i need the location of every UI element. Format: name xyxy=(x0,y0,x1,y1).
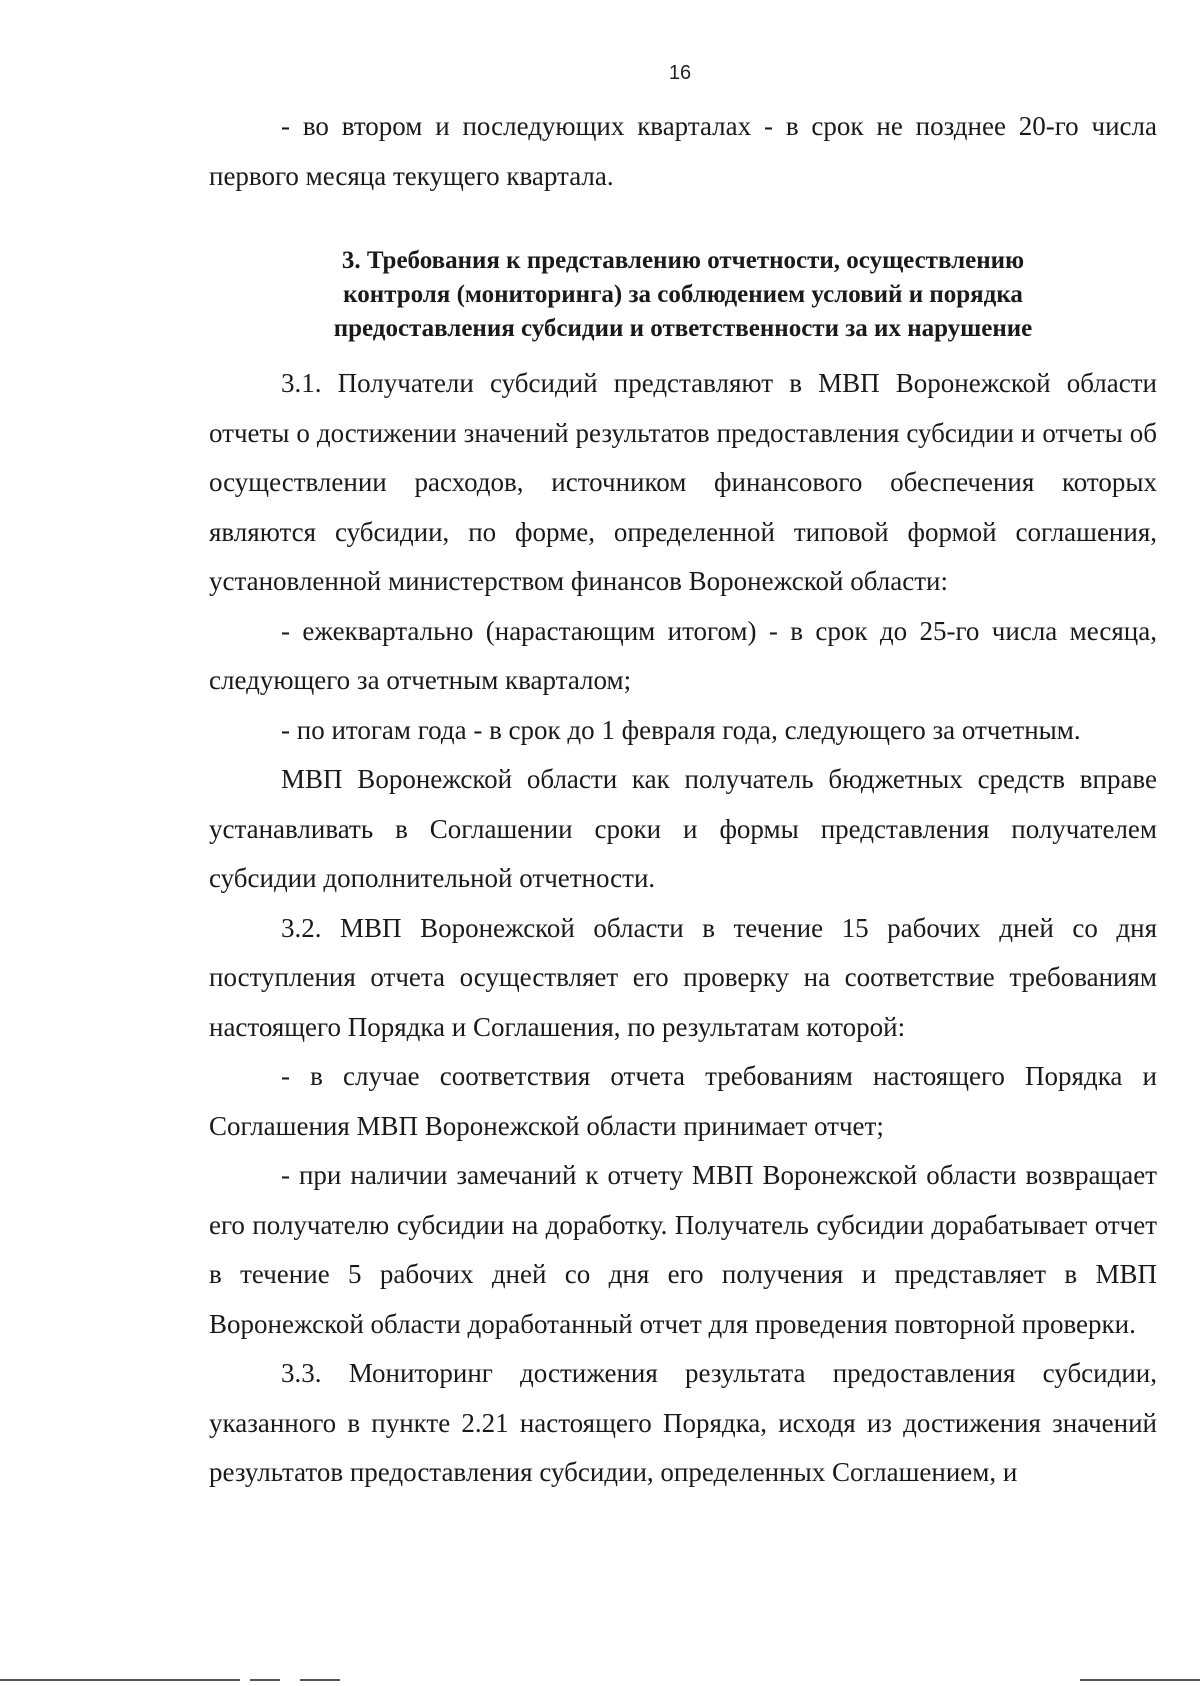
paragraph: - в случае соответствия отчета требованиям настоящего Порядка и Соглашения МВП Воронежской области принимает отчет; xyxy=(209,1061,1157,1141)
scan-edge-segment xyxy=(250,1679,280,1681)
page-number: 16 xyxy=(668,62,692,84)
paragraph: - во втором и последующих кварталах - в срок не позднее 20-го числа первого месяца текущего квартала. xyxy=(209,111,1157,191)
paragraph: 3.1. Получатели субсидий представляют в МВП Воронежской области отчеты о достижении значений результатов предоставления субсидии и отчеты об осуществлении расходов, источником финансового обеспечения которых являются субсидии, по форме, определенной типовой формой соглашения, установленной министерством финансов Воронежской области: xyxy=(209,368,1157,596)
paragraph: 3.2. МВП Воронежской области в течение 15 рабочих дней со дня поступления отчета осуществляет его проверку на соответствие требованиям настоящего Порядка и Соглашения, по результатам которой: xyxy=(209,912,1157,1042)
paragraph: 3.3. Мониторинг достижения результата предоставления субсидии, указанного в пункте 2.21 настоящего Порядка, исходя из достижения значений результатов предоставления субсидии, определенных Соглашением, и xyxy=(209,1358,1157,1487)
intro-text xyxy=(209,102,1157,201)
scan-edge-segment xyxy=(1080,1679,1200,1681)
scan-edge-segment xyxy=(0,1679,240,1681)
paragraph: МВП Воронежской области как получатель бюджетных средств вправе устанавливать в Соглашении сроки и формы представления получателем субсидии дополнительной отчетности. xyxy=(209,764,1157,893)
section-heading xyxy=(209,244,1157,346)
paragraph: - при наличии замечаний к отчету МВП Воронежской области возвращает его получателю субсидии на доработку. Получатель субсидии дорабатывает отчет в течение 5 рабочих дней со дня его получения и представляет в МВП Воронежской области доработанный отчет для проведения повторной проверки. xyxy=(209,1160,1157,1339)
paragraph: - по итогам года - в срок до 1 февраля года, следующего за отчетным. xyxy=(281,714,1081,745)
section-body xyxy=(209,359,1157,1498)
scan-edge-line xyxy=(0,1677,1200,1686)
section-heading-line: 3. Требования к представлению отчетности, осуществлению xyxy=(341,247,1025,274)
section-heading-line: контроля (мониторинга) за соблюдением условий и порядка xyxy=(343,281,1023,308)
section-heading-line: предоставления субсидии и ответственности за их нарушение xyxy=(333,315,1033,342)
paragraph: - ежеквартально (нарастающим итогом) - в срок до 25-го числа месяца, следующего за отчетным кварталом; xyxy=(209,615,1157,695)
scan-edge-segment xyxy=(300,1679,340,1681)
